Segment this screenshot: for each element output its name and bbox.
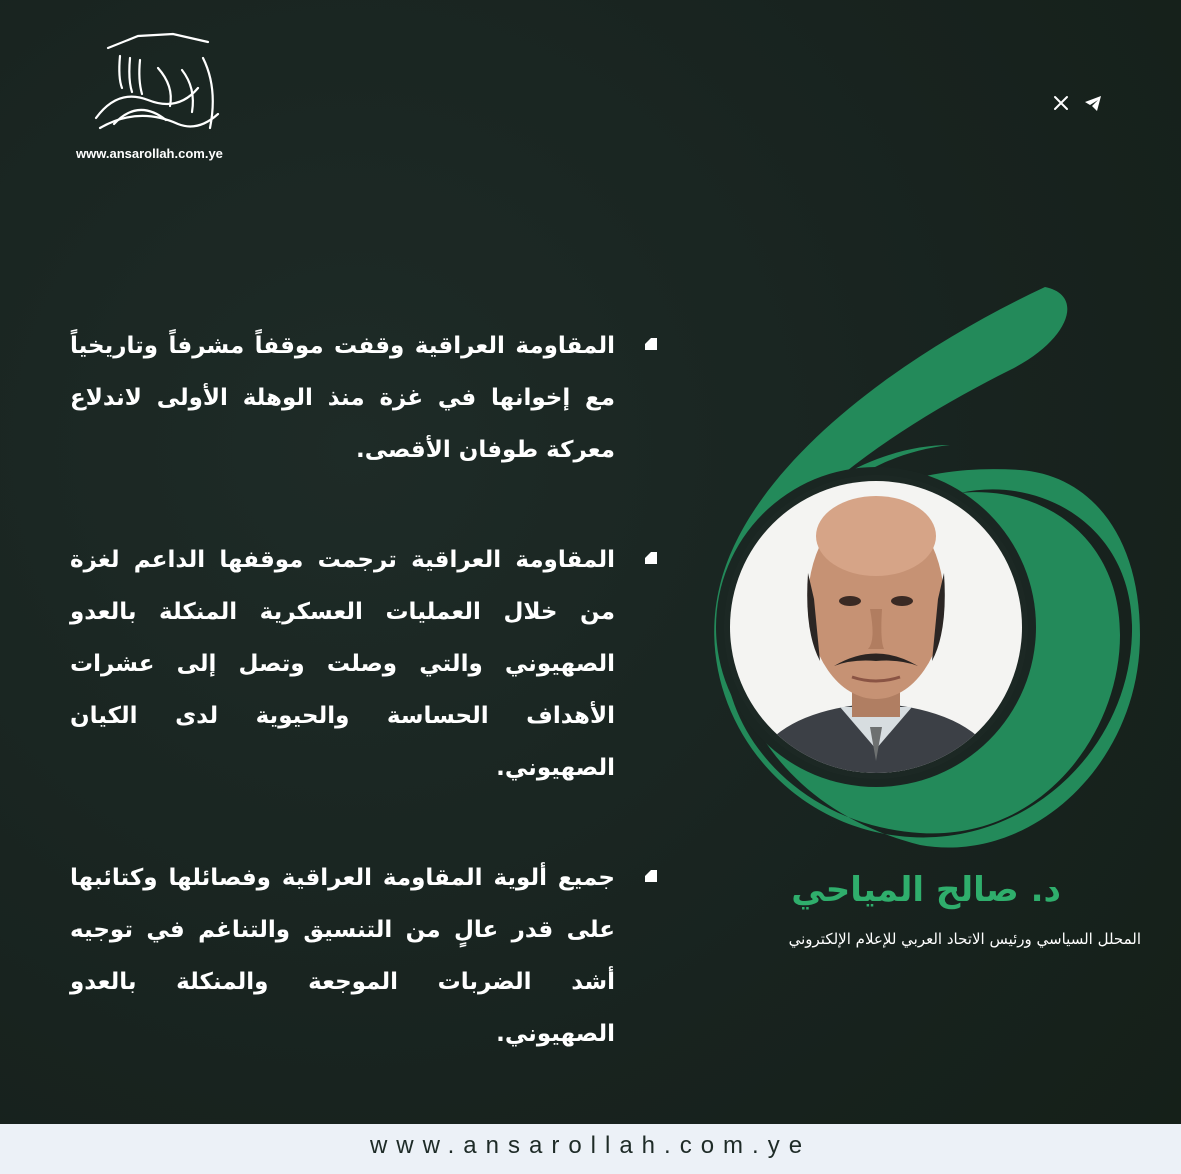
portrait-photo <box>730 481 1022 773</box>
person-name: د. صالح المياحي <box>791 870 1061 910</box>
ansarollah-logo <box>70 28 245 168</box>
quote-point <box>70 534 665 794</box>
quote-points <box>70 320 665 1118</box>
footer-url[interactable]: www.ansarollah.com.ye <box>369 1132 812 1159</box>
quote-point <box>70 852 665 1060</box>
quote-bullet-icon <box>643 336 659 352</box>
quote-text: المقاومة العراقية ترجمت موقفها الداعم لغزة من خلال العمليات العسكرية المنكلة بالعدو الصهيوني والتي وصلت وتصل إلى عشرات الأهداف الحساسة والحيوية لدى الكيان الصهيوني. <box>70 547 615 781</box>
footer <box>0 1124 1181 1174</box>
quote-point <box>70 320 665 476</box>
person-title: المحلل السياسي ورئيس الاتحاد العربي للإعلام الإلكتروني <box>788 930 1141 948</box>
quote-text: جميع ألوية المقاومة العراقية وفصائلها وكتائبها على قدر عالٍ من التنسيق والتناغم في توجيه أشد الضربات الموجعة والمنكلة بالعدو الصهيوني. <box>70 865 615 1047</box>
logo-url: www.ansarollah.com.ye <box>76 146 223 161</box>
calligraphy-logo-icon <box>78 28 228 140</box>
social-icons <box>1050 92 1104 114</box>
quote-text: المقاومة العراقية وقفت موقفاً مشرفاً وتاريخياً مع إخوانها في غزة منذ الوهلة الأولى لاندلاع معركة طوفان الأقصى. <box>70 333 615 463</box>
quote-bullet-icon <box>643 550 659 566</box>
quote-bullet-icon <box>643 868 659 884</box>
telegram-icon[interactable] <box>1082 92 1104 114</box>
x-icon[interactable] <box>1050 92 1072 114</box>
